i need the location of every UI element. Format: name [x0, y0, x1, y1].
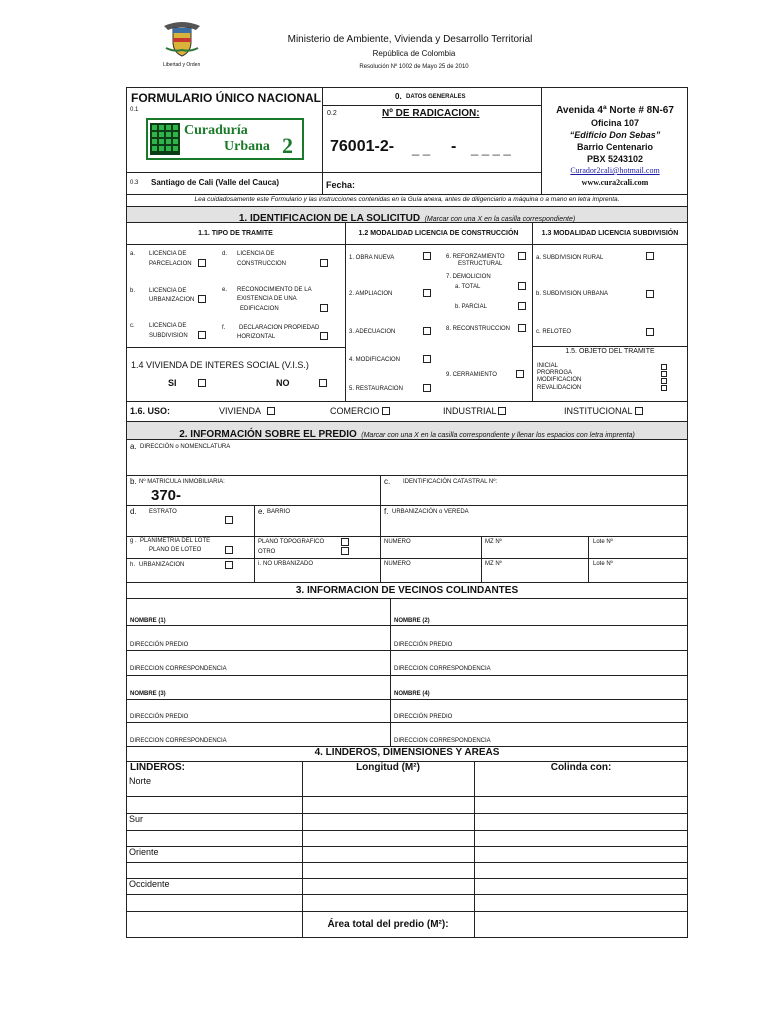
logo-line2: Urbana	[224, 139, 270, 154]
modalidad-label: 2. AMPLIACION	[349, 291, 393, 297]
modalidad-label: a. TOTAL	[455, 284, 481, 290]
adecuacion-checkbox[interactable]	[423, 327, 431, 335]
uso-industrial-checkbox[interactable]	[498, 407, 506, 415]
modalidad-label: 1. OBRA NUEVA	[349, 255, 395, 261]
section2-title: 2. INFORMACIÓN SOBRE EL PREDIO	[179, 429, 357, 440]
form-title: FORMULARIO ÚNICO NACIONAL	[131, 91, 321, 105]
licencia-parcelacion-checkbox[interactable]	[198, 259, 206, 267]
modalidad-subdivision-title: 1.3 MODALIDAD LICENCIA SUBDIVISIÓN	[541, 230, 679, 237]
licencia-urbanizacion-checkbox[interactable]	[198, 295, 206, 303]
office-pbx: PBX 5243102	[586, 154, 644, 164]
office-website: www.cura2cali.com	[581, 178, 649, 187]
vecino-nombre-label: NOMBRE (3)	[130, 691, 166, 697]
vis-no-label: NO	[276, 378, 290, 388]
modalidad-label: 5. RESTAURACION	[349, 386, 403, 392]
office-oficina: Oficina 107	[590, 118, 640, 128]
uso-comercio-checkbox[interactable]	[382, 407, 390, 415]
option-key: c.	[130, 323, 135, 329]
option-key: e.	[222, 287, 228, 293]
propiedad-horizontal-checkbox[interactable]	[320, 332, 328, 340]
vis-label: 1.4 VIVIENDA DE INTERES SOCIAL (V.I.S.)	[131, 360, 309, 370]
vecino-dir-predio-label: DIRECCIÓN PREDIO	[394, 714, 453, 720]
reconstruccion-checkbox[interactable]	[518, 324, 526, 332]
field-key: d.	[130, 507, 137, 516]
section-number: 0.3	[130, 180, 139, 186]
lindero-row-label: Occidente	[129, 879, 170, 889]
logo-line1: Curaduría	[184, 123, 248, 138]
restauracion-checkbox[interactable]	[423, 384, 431, 392]
option-label: DECLARACION PROPIEDAD	[239, 325, 320, 331]
field-key: c.	[384, 477, 391, 486]
field-key: g .	[130, 538, 137, 544]
numero-label: NUMERO	[384, 539, 411, 545]
barrio-label: BARRIO	[267, 509, 291, 515]
direccion-input[interactable]	[127, 452, 687, 475]
urbanizacion-vereda-label: URBANIZACIÓN o VEREDA	[392, 509, 469, 515]
vecino-nombre-label: NOMBRE (2)	[394, 618, 430, 624]
plano-topografico-checkbox[interactable]	[341, 538, 349, 546]
section-number: 0.	[395, 92, 402, 101]
option-label: RECONOCIMIENTO DE LA	[237, 287, 312, 293]
option-label: EXISTENCIA DE UNA	[237, 296, 297, 302]
uso-vivienda-checkbox[interactable]	[267, 407, 275, 415]
office-email-link[interactable]: Curador2cali@hotmail.com	[570, 166, 660, 175]
modificacion-objeto-checkbox[interactable]	[661, 378, 667, 384]
obra-nueva-checkbox[interactable]	[423, 252, 431, 260]
modalidad-label: ESTRUCTURAL	[458, 261, 503, 267]
reconocimiento-checkbox[interactable]	[320, 304, 328, 312]
matricula-label: Nº MATRICULA INMOBILIARIA:	[139, 479, 225, 485]
reforzamiento-checkbox[interactable]	[518, 252, 526, 260]
urbanizacion-label: URBANIZACION	[139, 562, 185, 568]
radicacion-prefix: 76001-2-	[330, 138, 395, 155]
general-data-label: DATOS GENERALES	[406, 94, 466, 100]
field-key: e.	[258, 507, 265, 516]
uso-option: INSTITUCIONAL	[564, 406, 633, 416]
option-label: CONSTRUCCION	[237, 261, 286, 267]
modalidad-construccion-title: 1.2 MODALIDAD LICENCIA DE CONSTRUCCIÓN	[358, 230, 519, 237]
option-label: LICENCIA DE	[237, 251, 275, 257]
modalidad-label: b. PARCIAL	[455, 304, 487, 310]
subdivision-label: c. RELOTEO	[536, 329, 572, 335]
field-key: i.	[258, 561, 261, 567]
curaduria-logo	[146, 118, 304, 160]
longitud-col-header: Longitud (M²)	[356, 762, 420, 773]
radicacion-dash: -	[451, 138, 457, 155]
option-label: SUBDIVISION	[149, 333, 188, 339]
field-key: a.	[130, 442, 137, 451]
option-key: f.	[222, 325, 226, 331]
objeto-tramite-title: 1.5. OBJETO DEL TRAMITE	[565, 348, 655, 355]
demolicion-total-checkbox[interactable]	[518, 282, 526, 290]
fecha-label: Fecha:	[326, 180, 356, 190]
plano-topografico-label: PLANO TOPOGRAFICO	[258, 539, 325, 545]
option-label: LICENCIA DE	[149, 251, 187, 257]
section2-note: (Marcar con una X en la casilla correspondiente y llenar los espacios con letra imprenta)	[361, 432, 635, 439]
uso-option: COMERCIO	[330, 406, 380, 416]
subdivision-label: b. SUBDIVISION URBANA	[536, 291, 609, 297]
option-label: URBANIZACION	[149, 297, 195, 303]
lindero-row-label: Sur	[129, 814, 144, 824]
vecino-dir-corr-label: DIRECCION CORRESPONDENCIA	[394, 666, 491, 672]
licencia-subdivision-checkbox[interactable]	[198, 331, 206, 339]
crest-caption: Libertad y Orden	[163, 62, 201, 68]
prorroga-checkbox[interactable]	[661, 371, 667, 377]
cerramiento-checkbox[interactable]	[516, 370, 524, 378]
objeto-option: REVALIDACION	[537, 385, 582, 391]
inicial-checkbox[interactable]	[661, 364, 667, 370]
direccion-label: DIRECCIÓN o NOMENCLATURA	[140, 444, 231, 450]
option-key: d.	[222, 251, 228, 257]
mz-label: MZ Nº	[485, 561, 502, 567]
instructions-text: Lea cuidadosamente este Formulario y las instrucciones contenidas en la Guía anexa, antes de diligenciarlo a máquina o a mano en letra imprenta.	[194, 196, 620, 203]
field-key: b.	[130, 477, 137, 486]
mz-label: MZ Nº	[485, 539, 502, 545]
uso-option: VIVIENDA	[219, 406, 262, 416]
logo-number: 2	[282, 133, 293, 158]
option-label: LICENCIA DE	[149, 323, 187, 329]
subdivision-urbana-checkbox[interactable]	[646, 290, 654, 298]
resolution-text: Resolución Nº 1002 de Mayo 25 de 2010	[359, 64, 469, 70]
modalidad-label: 9. CERRAMIENTO	[446, 372, 497, 378]
demolicion-parcial-checkbox[interactable]	[518, 302, 526, 310]
option-label: LICENCIA DE	[149, 288, 187, 294]
field-key: h.	[130, 562, 136, 568]
section4-title: 4. LINDEROS, DIMENSIONES Y AREAS	[314, 747, 500, 758]
objeto-option: INICIAL	[537, 363, 559, 369]
vecino-nombre-label: NOMBRE (4)	[394, 691, 430, 697]
urbanizacion-checkbox[interactable]	[225, 561, 233, 569]
field-key: f.	[384, 507, 389, 516]
colinda-col-header: Colinda con:	[550, 762, 612, 773]
vecino-dir-predio-label: DIRECCIÓN PREDIO	[130, 714, 189, 720]
ministry-name: Ministerio de Ambiente, Vivienda y Desarrollo Territorial	[287, 34, 533, 45]
vecino-dir-corr-label: DIRECCION CORRESPONDENCIA	[130, 738, 227, 744]
otro-label: OTRO	[258, 549, 276, 555]
plano-loteo-checkbox[interactable]	[225, 546, 233, 554]
vis-si-checkbox[interactable]	[198, 379, 206, 387]
estrato-label: ESTRATO	[149, 509, 177, 515]
plano-loteo-label: PLANO DE LOTEO	[149, 547, 202, 553]
radicacion-blank-2[interactable]: _ _ _ _	[471, 141, 511, 156]
grid-logo-icon	[150, 123, 180, 155]
section-number: 0.2	[327, 110, 337, 117]
numero-label: NUMERO	[384, 561, 411, 567]
section1-note: (Marcar con una X en la casilla correspondiente)	[424, 216, 576, 223]
option-label: PARCELACION	[149, 261, 192, 267]
section1-title: 1. IDENTIFICACION DE LA SOLICITUD	[238, 213, 421, 224]
section-number: 0.1	[130, 107, 139, 113]
tipo-tramite-title: 1.1. TIPO DE TRAMITE	[198, 230, 273, 237]
office-info	[542, 104, 688, 189]
option-key: b.	[130, 288, 136, 294]
reloteo-checkbox[interactable]	[646, 328, 654, 336]
option-key: a.	[130, 251, 136, 257]
catastral-label: IDENTIFICACIÓN CATASTRAL Nº:	[403, 479, 498, 485]
linderos-col-header: LINDEROS:	[130, 762, 185, 773]
lote-label: Lote Nº	[593, 539, 613, 545]
licencia-construccion-checkbox[interactable]	[320, 259, 328, 267]
vecino-dir-corr-label: DIRECCION CORRESPONDENCIA	[130, 666, 227, 672]
lindero-row-label: Oriente	[129, 847, 159, 857]
office-address: Avenida 4ª Norte # 8N-67	[556, 105, 674, 116]
republic-name: República de Colombia	[372, 49, 456, 58]
modalidad-label: 6. REFORZAMIENTO	[446, 254, 505, 260]
uso-label: 1.6. USO:	[130, 406, 171, 416]
option-label: EDIFICACION	[240, 306, 279, 312]
subdivision-rural-checkbox[interactable]	[646, 252, 654, 260]
section3-title: 3. INFORMACION DE VECINOS COLINDANTES	[295, 585, 519, 596]
vis-si-label: SI	[168, 378, 177, 388]
modalidad-label: 3. ADECUACION	[349, 329, 396, 335]
modalidad-label: 7. DEMOLICION	[446, 274, 491, 280]
vecino-dir-predio-label: DIRECCIÓN PREDIO	[130, 642, 189, 648]
lote-label: Lote Nº	[593, 561, 613, 567]
modalidad-label: 8. RECONSTRUCCION	[446, 326, 511, 332]
office-barrio: Barrio Centenario	[576, 142, 654, 152]
estrato-checkbox[interactable]	[225, 516, 233, 524]
option-label: HORIZONTAL	[237, 334, 276, 340]
vecino-nombre-label: NOMBRE (1)	[130, 618, 166, 624]
section1-header	[126, 208, 688, 226]
vis-no-checkbox[interactable]	[319, 379, 327, 387]
subdivision-label: a. SUBDIVISION RURAL	[536, 255, 604, 261]
modificacion-checkbox[interactable]	[423, 355, 431, 363]
vecino-dir-predio-label: DIRECCIÓN PREDIO	[394, 642, 453, 648]
ampliacion-checkbox[interactable]	[423, 289, 431, 297]
uso-institucional-checkbox[interactable]	[635, 407, 643, 415]
otro-checkbox[interactable]	[341, 547, 349, 555]
lindero-row-label: Norte	[129, 776, 152, 786]
vecino-dir-corr-label: DIRECCION CORRESPONDENCIA	[394, 738, 491, 744]
modalidad-label: 4. MODIFICACION	[349, 357, 401, 363]
matricula-value[interactable]: 370-	[151, 487, 182, 504]
city-label: Santiago de Cali (Valle del Cauca)	[151, 178, 280, 187]
no-urbanizado-label: NO URBANIZADO	[263, 561, 314, 567]
objeto-option: PRORROGA	[537, 370, 573, 376]
uso-option: INDUSTRIAL	[443, 406, 497, 416]
planimetria-label: PLANIMETRIA DEL LOTE	[140, 538, 211, 544]
radicacion-blank-1[interactable]: _ _	[412, 141, 431, 156]
office-building: “Edificio Don Sebas”	[569, 130, 661, 140]
objeto-option: MODIFICACION	[537, 377, 582, 383]
area-total-label: Área total del predio (M²):	[327, 919, 449, 930]
revalidacion-checkbox[interactable]	[661, 385, 667, 391]
radicacion-label: Nº DE RADICACION:	[382, 108, 480, 119]
